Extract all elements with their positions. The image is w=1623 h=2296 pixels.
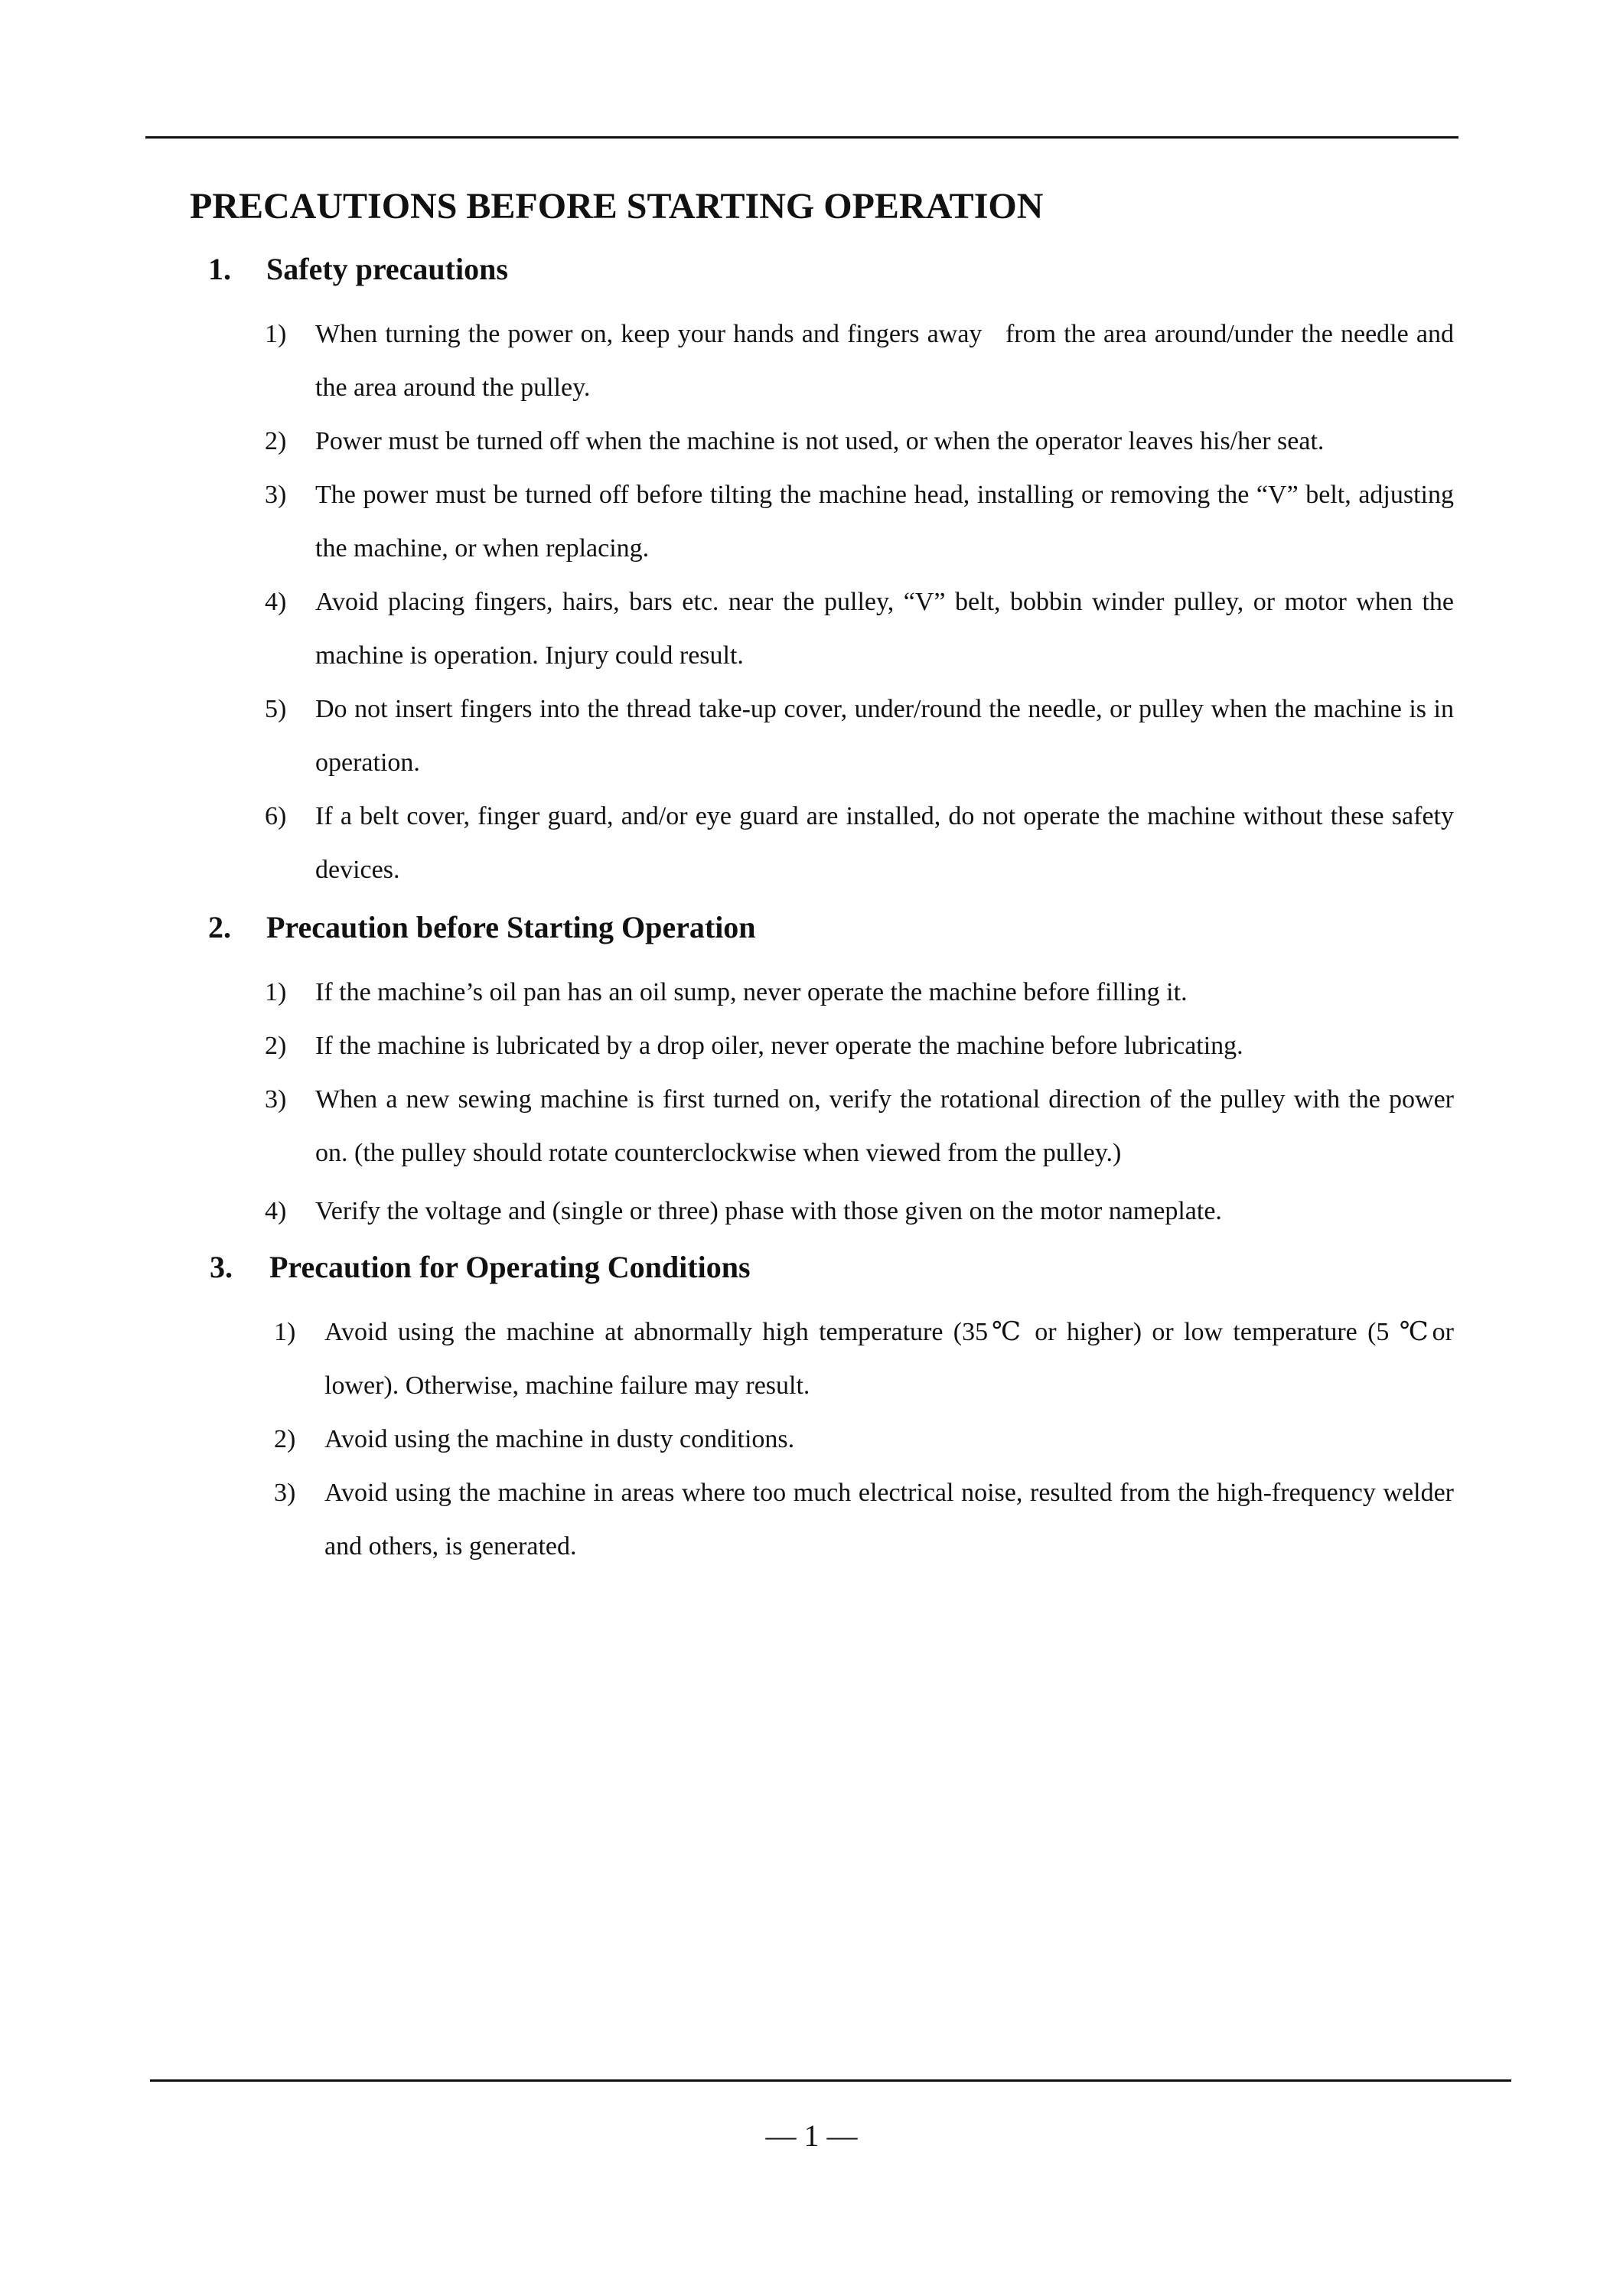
list-item [265, 1019, 1454, 1073]
list-item [274, 1306, 1454, 1413]
item-number: 3) [274, 1479, 296, 1507]
item-number: 1) [265, 978, 287, 1006]
item-text: If a belt cover, finger guard, and/or eye guard are installed, do not operate the machine without these safety devices. [315, 802, 1454, 884]
item-text: Avoid using the machine in areas where too much electrical noise, resulted from the high-frequency welder and others, is generated. [324, 1479, 1454, 1561]
item-number: 2) [274, 1425, 296, 1453]
section-title: Safety precautions [266, 252, 508, 286]
list-item [265, 966, 1454, 1019]
section-number: 3. [210, 1250, 233, 1284]
item-text: When turning the power on, keep your hands and fingers away from the area around/under the needle and the area around the pulley. [315, 320, 1454, 402]
item-number: 2) [265, 1032, 287, 1060]
section-number: 2. [208, 910, 231, 944]
list-item [274, 1413, 1454, 1466]
list-item [265, 683, 1454, 790]
item-text: If the machine is lubricated by a drop oiler, never operate the machine before lubricating. [315, 1032, 1243, 1060]
item-number: 1) [274, 1318, 296, 1346]
section-title: Precaution for Operating Conditions [269, 1250, 751, 1284]
item-text: Avoid using the machine at abnormally high temperature (35℃ or higher) or low temperature (5 ℃or lower). Otherwise, machine failure may result. [324, 1318, 1454, 1400]
list-item [265, 415, 1454, 468]
item-number: 6) [265, 802, 287, 830]
footer-rule [150, 2079, 1511, 2082]
header-rule [145, 136, 1458, 139]
item-text: When a new sewing machine is first turned on, verify the rotational direction of the pulley with the power on. (the pulley should rotate counterclockwise when viewed from the pulley.) [315, 1085, 1454, 1167]
item-number: 5) [265, 695, 287, 723]
item-text: The power must be turned off before tilting the machine head, installing or removing the “V” belt, adjusting the machine, or when replacing. [315, 481, 1454, 563]
item-number: 2) [265, 427, 287, 455]
list-item [265, 790, 1454, 897]
section-number: 1. [208, 252, 231, 286]
list-item [265, 308, 1454, 415]
list-item [265, 1073, 1454, 1180]
item-number: 4) [265, 588, 287, 616]
page-title: PRECAUTIONS BEFORE STARTING OPERATION [190, 186, 1044, 227]
page-number: — 1 — [765, 2118, 858, 2153]
item-text: Do not insert fingers into the thread take-up cover, under/round the needle, or pulley when the machine is in operation. [315, 695, 1454, 777]
item-text: Avoid placing fingers, hairs, bars etc. near the pulley, “V” belt, bobbin winder pulley, or motor when the machine is operation. Injury could result. [315, 588, 1454, 670]
section-title: Precaution before Starting Operation [266, 910, 756, 944]
list-item [265, 1185, 1454, 1238]
item-number: 3) [265, 481, 287, 509]
item-text: Verify the voltage and (single or three) phase with those given on the motor nameplate. [315, 1197, 1222, 1225]
list-item [274, 1466, 1454, 1574]
item-text: If the machine’s oil pan has an oil sump, never operate the machine before filling it. [315, 978, 1188, 1006]
item-number: 3) [265, 1085, 287, 1114]
item-number: 4) [265, 1197, 287, 1225]
item-number: 1) [265, 320, 287, 348]
item-text: Avoid using the machine in dusty conditions. [324, 1425, 795, 1453]
list-item [265, 576, 1454, 683]
item-text: Power must be turned off when the machine is not used, or when the operator leaves his/her seat. [315, 427, 1325, 455]
list-item [265, 468, 1454, 576]
